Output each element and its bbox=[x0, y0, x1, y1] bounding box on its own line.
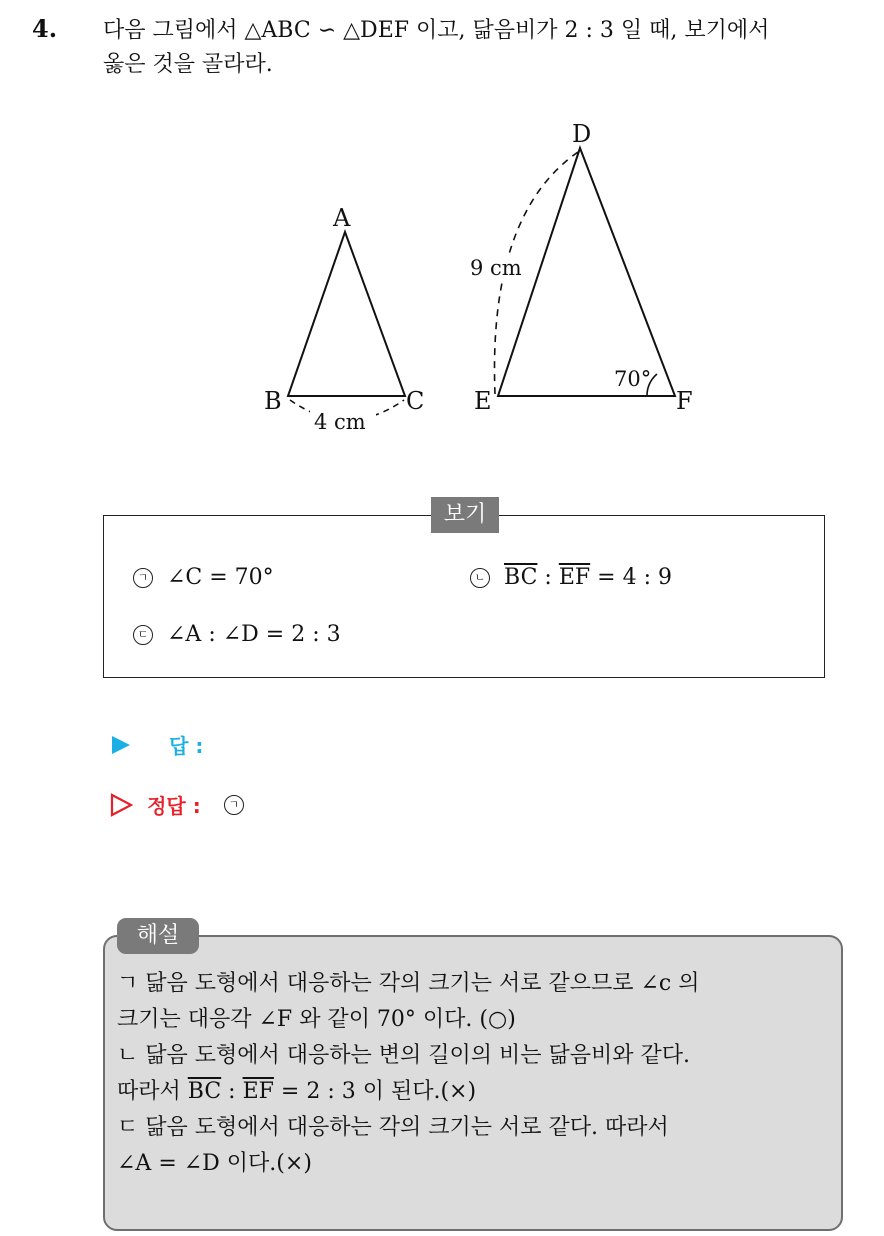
solution-line-6: ∠A = ∠D 이다.(×) bbox=[117, 1151, 312, 1176]
solution-text bbox=[117, 966, 835, 1182]
label-a: A bbox=[333, 204, 351, 232]
bogi-item-3 bbox=[133, 622, 341, 647]
bogi-item-3-text: ∠A : ∠D = 2 : 3 bbox=[167, 622, 341, 647]
bogi-item-2 bbox=[470, 565, 672, 590]
bogi-marker-2: ㄴ bbox=[470, 568, 490, 588]
solution-line-2: 크기는 대응각 ∠F 와 같이 70° 이다. (○) bbox=[117, 1007, 516, 1032]
correct-answer-label: 정답 : bbox=[147, 794, 201, 818]
question-number: 4. bbox=[32, 14, 58, 43]
label-d: D bbox=[572, 120, 592, 148]
correct-answer-marker: ㄱ bbox=[224, 795, 244, 815]
bogi-marker-1: ㄱ bbox=[133, 568, 153, 588]
triangle-figure bbox=[0, 0, 884, 480]
de-length-label: 9 cm bbox=[470, 256, 522, 280]
solution-segment-bc: $\overline{BC}$ bbox=[187, 1079, 222, 1104]
solution-title: 해설 bbox=[117, 918, 199, 954]
bc-length-label: 4 cm bbox=[314, 410, 366, 434]
solution-line-5: ㄷ 닮음 도형에서 대응하는 각의 크기는 서로 같다. 따라서 bbox=[117, 1115, 669, 1140]
bogi-item-1-text: ∠C = 70° bbox=[167, 565, 274, 590]
bogi-title: 보기 bbox=[431, 497, 499, 533]
correct-answer-row bbox=[110, 790, 258, 819]
label-e: E bbox=[474, 387, 492, 415]
bogi-marker-3: ㄷ bbox=[133, 625, 153, 645]
label-b: B bbox=[264, 387, 282, 415]
answer-label: 답 : bbox=[169, 734, 204, 758]
bogi-item-2-rest: = 4 : 9 bbox=[590, 565, 672, 590]
segment-bc: $\overline{BC}$ bbox=[504, 565, 538, 590]
label-f: F bbox=[676, 387, 693, 415]
bogi-box bbox=[103, 515, 825, 678]
segment-ef: $\overline{EF}$ bbox=[558, 565, 591, 590]
triangle-abc bbox=[288, 232, 405, 396]
answer-row bbox=[110, 730, 203, 759]
hollow-arrow-icon bbox=[110, 793, 134, 817]
solution-segment-ef: $\overline{EF}$ bbox=[242, 1079, 274, 1104]
bogi-item-1 bbox=[133, 565, 274, 590]
solution-ratio-separator: : bbox=[221, 1079, 243, 1104]
solution-line-4-post: = 2 : 3 이 된다.(×) bbox=[273, 1079, 477, 1104]
solution-line-4-pre: 따라서 bbox=[117, 1079, 188, 1104]
label-c: C bbox=[406, 387, 425, 415]
question-line-1: 다음 그림에서 △ABC ∽ △DEF 이고, 닮음비가 2 : 3 일 때, 보기에서 bbox=[103, 18, 770, 43]
solution-line-4 bbox=[117, 1074, 835, 1110]
solution-line-3: ㄴ 닮음 도형에서 대응하는 변의 길이의 비는 닮음비와 같다. bbox=[117, 1043, 690, 1068]
ratio-separator: : bbox=[537, 565, 559, 590]
question-line-2: 옳은 것을 골라라. bbox=[103, 52, 273, 77]
solution-line-1: ㄱ 닮음 도형에서 대응하는 각의 크기는 서로 같으므로 ∠c 의 bbox=[117, 971, 700, 996]
angle-f-label: 70° bbox=[614, 367, 652, 391]
play-arrow-icon bbox=[110, 734, 132, 756]
